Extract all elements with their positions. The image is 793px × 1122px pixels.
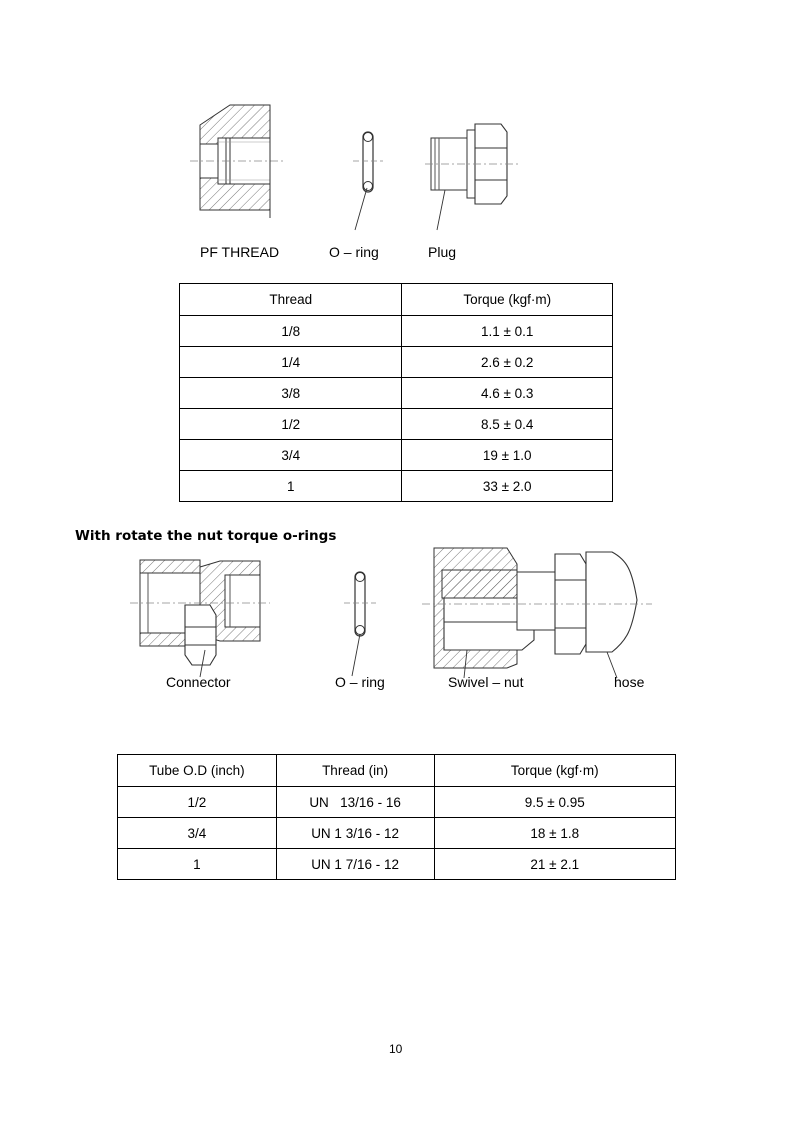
o-ring-2-drawing: [340, 568, 385, 680]
table-row: [180, 316, 613, 347]
page-number: 10: [389, 1042, 403, 1056]
header-torque: Torque (kgf·m): [434, 755, 676, 787]
cell-torque: 4.6 ± 0.3: [402, 378, 613, 409]
cell-thread: 1/4: [180, 347, 402, 378]
connector-drawing: [130, 555, 270, 685]
cell-torque: 18 ± 1.8: [434, 818, 676, 849]
table-header-row: [118, 755, 676, 787]
cell-thread: 3/8: [180, 378, 402, 409]
tube-thread-torque-table: [117, 754, 676, 880]
swivel-nut-label: Swivel – nut: [448, 674, 524, 690]
cell-torque: 1.1 ± 0.1: [402, 316, 613, 347]
plug-label: Plug: [428, 244, 457, 260]
cell-torque: 33 ± 2.0: [402, 471, 613, 502]
cell-tube-od: 1/2: [118, 787, 277, 818]
thread-torque-table: [179, 283, 613, 502]
table-row: [118, 849, 676, 880]
cell-torque: 21 ± 2.1: [434, 849, 676, 880]
table-row: [180, 347, 613, 378]
header-torque: Torque (kgf·m): [402, 284, 613, 316]
section-heading: With rotate the nut torque o-rings: [75, 528, 337, 544]
cell-torque: 9.5 ± 0.95: [434, 787, 676, 818]
cell-thread: UN 13/16 - 16: [276, 787, 434, 818]
cell-thread: UN 1 7/16 - 12: [276, 849, 434, 880]
table-row: [180, 471, 613, 502]
o-ring-label: O – ring: [329, 244, 379, 260]
table-row: [118, 818, 676, 849]
cell-thread: 1: [180, 471, 402, 502]
header-thread: Thread: [180, 284, 402, 316]
table-header-row: [180, 284, 613, 316]
cell-torque: 2.6 ± 0.2: [402, 347, 613, 378]
table-row: [180, 409, 613, 440]
cell-thread: 1/2: [180, 409, 402, 440]
o-ring-2-label: O – ring: [335, 674, 385, 690]
pf-thread-label: PF THREAD: [200, 244, 280, 260]
connector-label: Connector: [166, 674, 231, 690]
table-row: [180, 440, 613, 471]
cell-torque: 19 ± 1.0: [402, 440, 613, 471]
header-thread: Thread (in): [276, 755, 434, 787]
o-ring-drawing: [345, 128, 390, 233]
cell-tube-od: 1: [118, 849, 277, 880]
cell-tube-od: 3/4: [118, 818, 277, 849]
hose-label: hose: [614, 674, 645, 690]
cell-thread: UN 1 3/16 - 12: [276, 818, 434, 849]
pf-thread-port-drawing: [190, 100, 285, 220]
plug-drawing: [425, 118, 520, 233]
swivel-nut-hose-drawing: [422, 540, 652, 685]
cell-thread: 3/4: [180, 440, 402, 471]
cell-thread: 1/8: [180, 316, 402, 347]
cell-torque: 8.5 ± 0.4: [402, 409, 613, 440]
table-row: [180, 378, 613, 409]
table-row: [118, 787, 676, 818]
header-tube-od: Tube O.D (inch): [118, 755, 277, 787]
